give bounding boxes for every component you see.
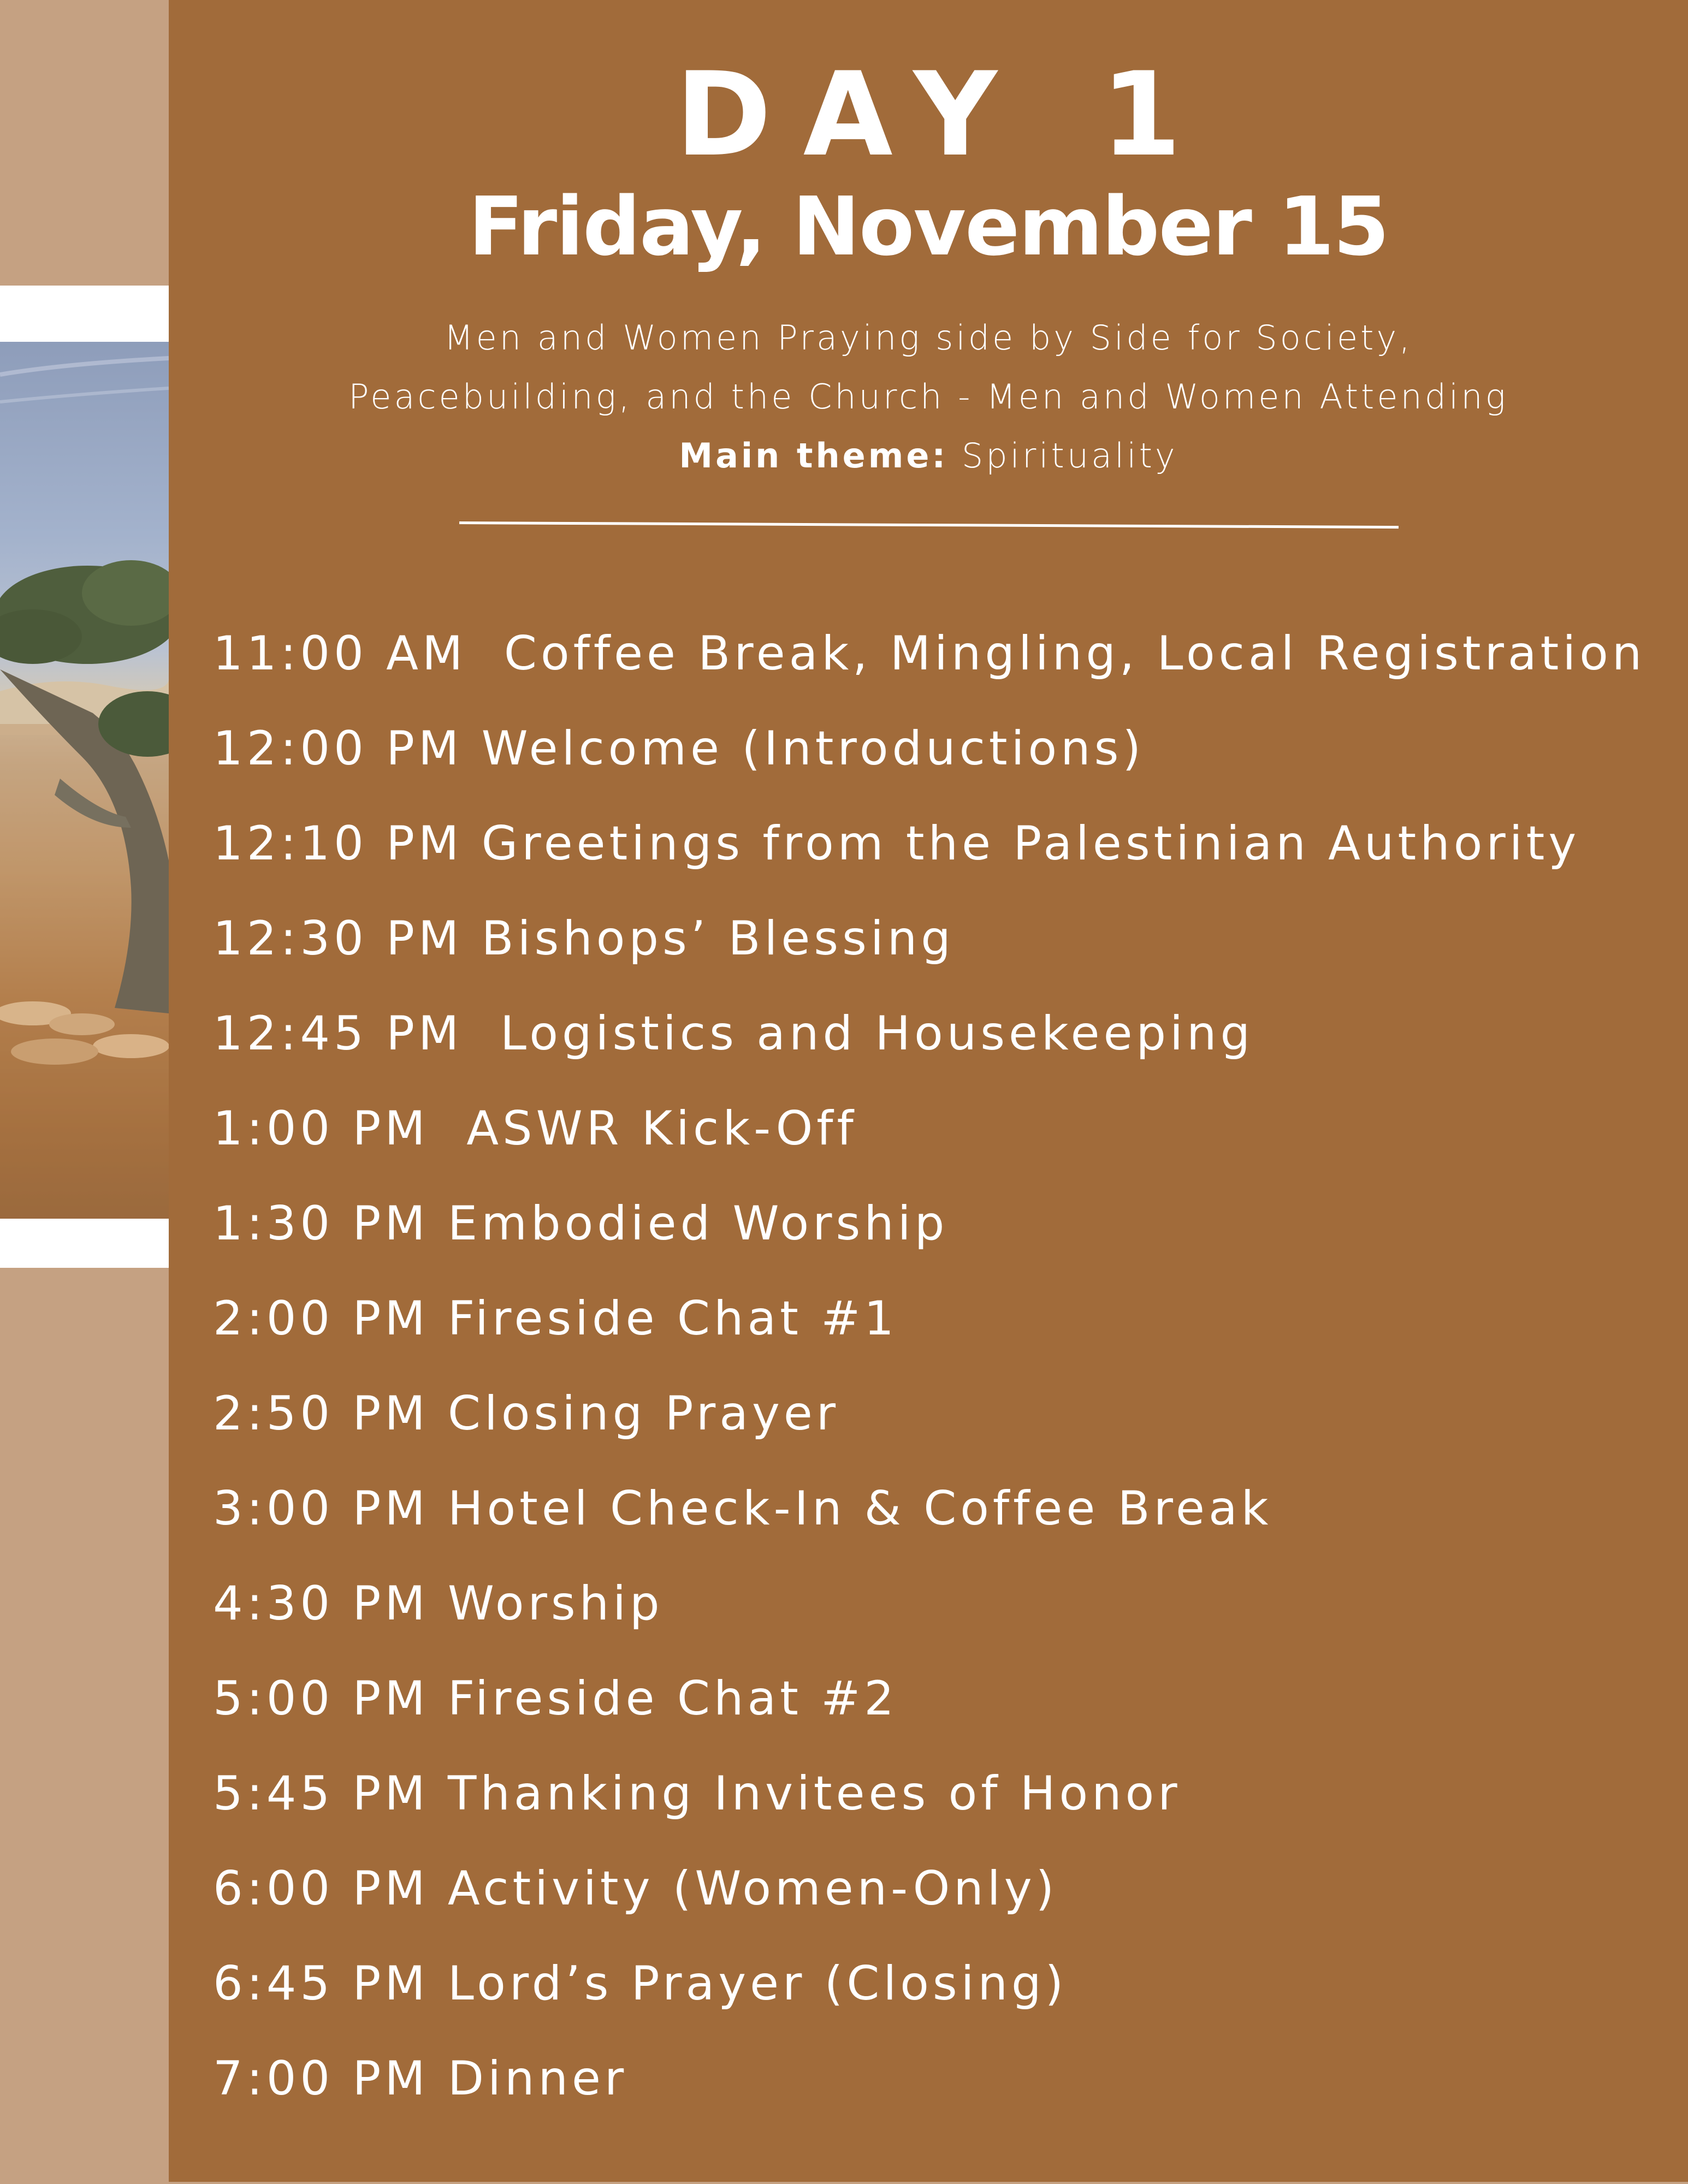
schedule-list (213, 606, 1677, 2126)
schedule-item (213, 1936, 1677, 2031)
separator (466, 626, 504, 681)
schedule-item (213, 1461, 1677, 1556)
schedule-item (213, 701, 1677, 796)
separator (429, 1101, 467, 1156)
schedule-item (213, 1651, 1677, 1746)
separator (429, 1481, 448, 1536)
schedule-time: 7:00 PM (213, 2051, 429, 2106)
schedule-time: 6:45 PM (213, 1956, 429, 2011)
separator (429, 1386, 448, 1441)
schedule-event: Embodied Worship (447, 1196, 949, 1251)
main-theme-value: Spirituality (948, 436, 1178, 476)
schedule-time: 1:00 PM (213, 1101, 429, 1156)
schedule-time: 12:45 PM (213, 1006, 463, 1061)
description-line-2: Peacebuilding, and the Church - Men and Women Attending (348, 377, 1508, 417)
schedule-item (213, 1271, 1677, 1366)
separator (429, 1861, 448, 1916)
schedule-time: 4:30 PM (213, 1576, 429, 1631)
photo-frame (0, 286, 169, 1268)
separator (429, 1766, 448, 1821)
schedule-event: Bishops’ Blessing (481, 911, 955, 966)
separator (463, 816, 481, 871)
schedule-event: Logistics and Housekeeping (500, 1006, 1254, 1061)
schedule-event: Coffee Break, Mingling, Local Registration (504, 626, 1646, 681)
schedule-time: 12:00 PM (213, 721, 463, 776)
schedule-event: Fireside Chat #2 (447, 1671, 898, 1726)
schedule-item (213, 1366, 1677, 1461)
schedule-event: Thanking Invitees of Honor (447, 1766, 1181, 1821)
schedule-event: Hotel Check-In & Coffee Break (447, 1481, 1272, 1536)
schedule-time: 12:30 PM (213, 911, 463, 966)
separator (429, 1671, 448, 1726)
schedule-event: Worship (447, 1576, 664, 1631)
schedule-time: 12:10 PM (213, 816, 463, 871)
schedule-item (213, 1746, 1677, 1841)
schedule-item (213, 1176, 1677, 1271)
day-title: DAY 1 (675, 47, 1213, 182)
separator (463, 1006, 500, 1061)
schedule-time: 2:50 PM (213, 1386, 429, 1441)
schedule-item (213, 2031, 1677, 2126)
separator (429, 2051, 448, 2106)
schedule-event: Lord’s Prayer (Closing) (447, 1956, 1068, 2011)
schedule-event: Welcome (Introductions) (481, 721, 1145, 776)
schedule-item (213, 986, 1677, 1081)
schedule-event: ASWR Kick-Off (466, 1101, 857, 1156)
separator (429, 1956, 448, 2011)
separator (429, 1196, 448, 1251)
bottom-edge (169, 2182, 1688, 2184)
olive-tree-photo (0, 342, 169, 1219)
schedule-time: 1:30 PM (213, 1196, 429, 1251)
separator (429, 1576, 448, 1631)
schedule-item (213, 1081, 1677, 1176)
description-line-1: Men and Women Praying side by Side for Society, (444, 318, 1413, 358)
olive-tree-image-icon (0, 342, 169, 1219)
schedule-time: 6:00 PM (213, 1861, 429, 1916)
schedule-item (213, 796, 1677, 891)
schedule-time: 3:00 PM (213, 1481, 429, 1536)
schedule-event: Dinner (447, 2051, 628, 2106)
main-theme-label: Main theme: (679, 436, 949, 476)
schedule-item (213, 1841, 1677, 1936)
schedule-event: Activity (Women-Only) (447, 1861, 1058, 1916)
separator (463, 911, 481, 966)
main-theme-line (169, 426, 1688, 485)
schedule-item (213, 1556, 1677, 1651)
schedule-time: 5:45 PM (213, 1766, 429, 1821)
schedule-item (213, 606, 1677, 701)
schedule-time: 5:00 PM (213, 1671, 429, 1726)
schedule-event: Greetings from the Palestinian Authority (481, 816, 1580, 871)
separator (429, 1291, 448, 1346)
schedule-event: Closing Prayer (447, 1386, 840, 1441)
schedule-event: Fireside Chat #1 (447, 1291, 898, 1346)
event-date: Friday, November 15 (468, 180, 1389, 274)
schedule-time: 11:00 AM (213, 626, 467, 681)
day-description (169, 308, 1688, 485)
separator (463, 721, 481, 776)
schedule-time: 2:00 PM (213, 1291, 429, 1346)
schedule-item (213, 891, 1677, 986)
